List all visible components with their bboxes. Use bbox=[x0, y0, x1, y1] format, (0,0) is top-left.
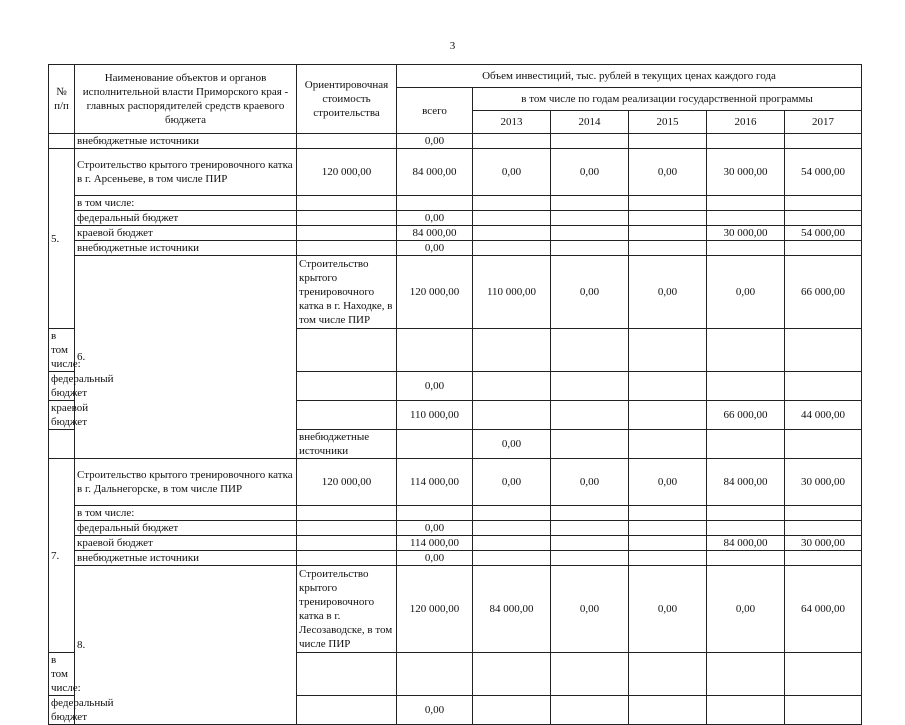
row-num: 5. bbox=[49, 149, 75, 329]
row-y2017: 30 000,00 bbox=[785, 536, 862, 551]
table-row-object bbox=[49, 149, 862, 196]
header-volume: Объем инвестиций, тыс. рублей в текущих ценах каждого года bbox=[397, 65, 862, 88]
row-name: внебюджетные источники bbox=[75, 241, 297, 256]
row-num: 8. bbox=[75, 566, 297, 725]
row-total: 0,00 bbox=[397, 134, 473, 149]
row-y2016: 30 000,00 bbox=[707, 226, 785, 241]
row-y2014: 0,00 bbox=[629, 566, 707, 653]
row-total: 110 000,00 bbox=[473, 256, 551, 329]
investment-table bbox=[48, 64, 862, 725]
row-cost: 120 000,00 bbox=[297, 459, 397, 506]
row-y2014: 0,00 bbox=[551, 149, 629, 196]
row-y2015: 0,00 bbox=[707, 566, 785, 653]
table-row-object bbox=[49, 459, 862, 506]
row-y2016: 30 000,00 bbox=[707, 149, 785, 196]
row-num: 7. bbox=[49, 459, 75, 653]
table-row bbox=[49, 211, 862, 226]
row-y2016: 66 000,00 bbox=[785, 256, 862, 329]
row-total: 84 000,00 bbox=[473, 566, 551, 653]
row-y2017: 54 000,00 bbox=[785, 149, 862, 196]
table-row bbox=[49, 134, 862, 149]
row-y2014: 0,00 bbox=[629, 256, 707, 329]
row-y2015: 0,00 bbox=[707, 256, 785, 329]
row-total: 0,00 bbox=[473, 430, 551, 459]
row-name: федеральный бюджет bbox=[75, 521, 297, 536]
row-y2014: 0,00 bbox=[551, 459, 629, 506]
row-y2015: 0,00 bbox=[629, 459, 707, 506]
row-y2017: 44 000,00 bbox=[785, 401, 862, 430]
table-body bbox=[49, 134, 862, 725]
table-row bbox=[49, 226, 862, 241]
row-name: в том числе: bbox=[75, 506, 297, 521]
table-header bbox=[49, 65, 862, 134]
row-y2016: 84 000,00 bbox=[707, 459, 785, 506]
row-name: Строительство крытого тренировочного катка в г. Находке, в том числе ПИР bbox=[297, 256, 397, 329]
row-total: 0,00 bbox=[397, 372, 473, 401]
row-name: в том числе: bbox=[49, 653, 75, 696]
row-name: краевой бюджет bbox=[49, 401, 75, 430]
row-name: в том числе: bbox=[49, 329, 75, 372]
row-y2013: 0,00 bbox=[473, 149, 551, 196]
table-row-object bbox=[49, 566, 862, 653]
row-cost: 120 000,00 bbox=[397, 566, 473, 653]
row-name: Строительство крытого тренировочного катка в г. Арсеньеве, в том числе ПИР bbox=[75, 149, 297, 196]
row-name: в том числе: bbox=[75, 196, 297, 211]
row-name: внебюджетные источники bbox=[75, 551, 297, 566]
header-total: всего bbox=[397, 88, 473, 134]
row-y2013: 0,00 bbox=[473, 459, 551, 506]
row-y2015: 0,00 bbox=[629, 149, 707, 196]
header-year: 2015 bbox=[629, 111, 707, 134]
row-total: 0,00 bbox=[397, 211, 473, 226]
table-row bbox=[49, 521, 862, 536]
row-cost: 120 000,00 bbox=[297, 149, 397, 196]
header-year: 2013 bbox=[473, 111, 551, 134]
header-year: 2014 bbox=[551, 111, 629, 134]
row-total: 0,00 bbox=[397, 521, 473, 536]
row-total: 0,00 bbox=[397, 241, 473, 256]
header-num: № п/п bbox=[49, 65, 75, 134]
row-name: внебюджетные источники bbox=[75, 134, 297, 149]
table-row bbox=[49, 241, 862, 256]
row-name: федеральный бюджет bbox=[75, 211, 297, 226]
row-total: 110 000,00 bbox=[397, 401, 473, 430]
row-y2016: 66 000,00 bbox=[707, 401, 785, 430]
row-num bbox=[49, 134, 75, 149]
row-total: 114 000,00 bbox=[397, 536, 473, 551]
header-year: 2017 bbox=[785, 111, 862, 134]
row-name: Строительство крытого тренировочного катка в г. Лесозаводске, в том числе ПИР bbox=[297, 566, 397, 653]
row-num: 6. bbox=[75, 256, 297, 459]
row-y2016: 84 000,00 bbox=[707, 536, 785, 551]
row-total: 0,00 bbox=[397, 551, 473, 566]
row-cost: 120 000,00 bbox=[397, 256, 473, 329]
row-y2016: 64 000,00 bbox=[785, 566, 862, 653]
table-row bbox=[49, 551, 862, 566]
page-number: 3 bbox=[449, 40, 456, 52]
header-name: Наименование объектов и органов исполнительной власти Приморского края - главных распорядителей средств краевого бюджета bbox=[75, 65, 297, 134]
header-year: 2016 bbox=[707, 111, 785, 134]
row-name: федеральный бюджет bbox=[49, 696, 75, 725]
table-row bbox=[49, 536, 862, 551]
header-by-years: в том числе по годам реализации государственной программы bbox=[473, 88, 862, 111]
row-y2017: 30 000,00 bbox=[785, 459, 862, 506]
row-total: 84 000,00 bbox=[397, 149, 473, 196]
row-name: Строительство крытого тренировочного катка в г. Дальнегорске, в том числе ПИР bbox=[75, 459, 297, 506]
row-total: 84 000,00 bbox=[397, 226, 473, 241]
row-name: федеральный бюджет bbox=[49, 372, 75, 401]
row-name: внебюджетные источники bbox=[297, 430, 397, 459]
row-y2013: 0,00 bbox=[551, 256, 629, 329]
header-cost: Ориентировочная стоимость строительства bbox=[297, 65, 397, 134]
row-total: 114 000,00 bbox=[397, 459, 473, 506]
table-row-object bbox=[49, 256, 862, 329]
table-row bbox=[49, 196, 862, 211]
row-y2013: 0,00 bbox=[551, 566, 629, 653]
row-name: краевой бюджет bbox=[75, 536, 297, 551]
row-total: 0,00 bbox=[397, 696, 473, 725]
row-y2017: 54 000,00 bbox=[785, 226, 862, 241]
table-row bbox=[49, 506, 862, 521]
row-name: краевой бюджет bbox=[75, 226, 297, 241]
